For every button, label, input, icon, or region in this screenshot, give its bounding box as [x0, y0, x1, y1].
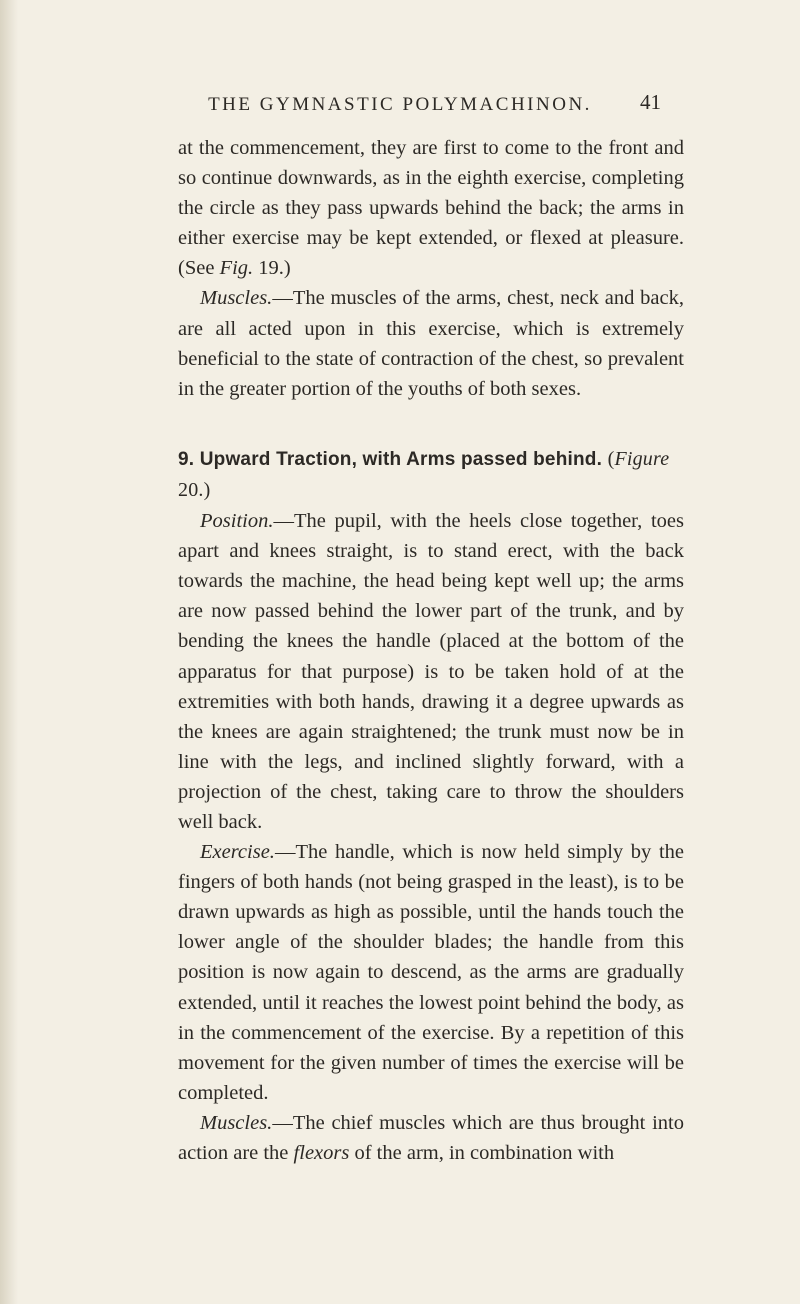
running-head: [0, 90, 800, 120]
continuation-text-b: 19.): [253, 257, 291, 280]
muscles-label-1: Muscles.: [200, 287, 273, 310]
muscles-paragraph-2: [178, 1108, 684, 1168]
section-gap: [178, 404, 684, 444]
muscles-text-2a: —The chief muscles which are thus brought into action are the: [178, 1111, 684, 1164]
figure-label: Figure: [614, 447, 670, 470]
exercise-paragraph: [178, 837, 684, 1108]
body-text: [178, 133, 684, 1168]
gutter-shadow: [0, 0, 18, 1304]
muscles-label-2: Muscles.: [200, 1111, 273, 1134]
position-text: —The pupil, with the heels close together, toes apart and knees straight, is to stand erect, with the back towards the machine, the head being kept well up; the arms are now passed behind the lower part of the trunk, and by bending the knees the handle (placed at the bottom of the apparatus for that purpose) is to be taken hold of at the extremities with both hands, drawing it a degree upwards as the knees are again straightened; the trunk must now be in line with the legs, and inclined slightly forward, with a projection of the chest, taking care to throw the shoulders well back.: [178, 510, 684, 833]
muscles-text-2b: of the arm, in combination with: [349, 1142, 615, 1164]
exercise-label: Exercise.: [200, 841, 275, 864]
section-heading-9: [178, 444, 684, 506]
continuation-text-a: at the commencement, they are first to come to the front and so continue downwards, as in the eighth exercise, completing the circle as they pass upwards behind the back; the arms in either exercise may be kept extended, or flexed at pleasure. (See: [178, 137, 684, 280]
position-paragraph: [178, 506, 684, 837]
exercise-text: —The handle, which is now held simply by the fingers of both hands (not being grasped in the least), is to be drawn upwards as high as possible, until the hands touch the lower angle of the shoulder blades; the handle from this position is now again to descend, as the arms are gradually extended, until it reaches the lowest point behind the body, as in the commencement of the exercise. By a repetition of this movement for the given number of times the exercise will be completed.: [178, 841, 684, 1104]
section-heading-text: 9. Upward Traction, with Arms passed behind.: [178, 448, 603, 470]
figure-number: 20.): [178, 478, 211, 501]
muscles-text-1: —The muscles of the arms, chest, neck and back, are all acted upon in this exercise, which is extremely beneficial to the state of contraction of the chest, so prevalent in the greater portion of the youths of both sexes.: [178, 287, 684, 400]
running-title: THE GYMNASTIC POLYMACHINON.: [208, 94, 592, 115]
page-number: 41: [640, 90, 661, 114]
continuation-paragraph: [178, 133, 684, 283]
position-label: Position.: [200, 510, 274, 533]
muscles-paragraph-1: [178, 283, 684, 403]
figure-reference: Fig.: [219, 257, 254, 280]
figure-open-paren: (: [607, 447, 615, 470]
flexors-term: flexors: [293, 1142, 350, 1164]
